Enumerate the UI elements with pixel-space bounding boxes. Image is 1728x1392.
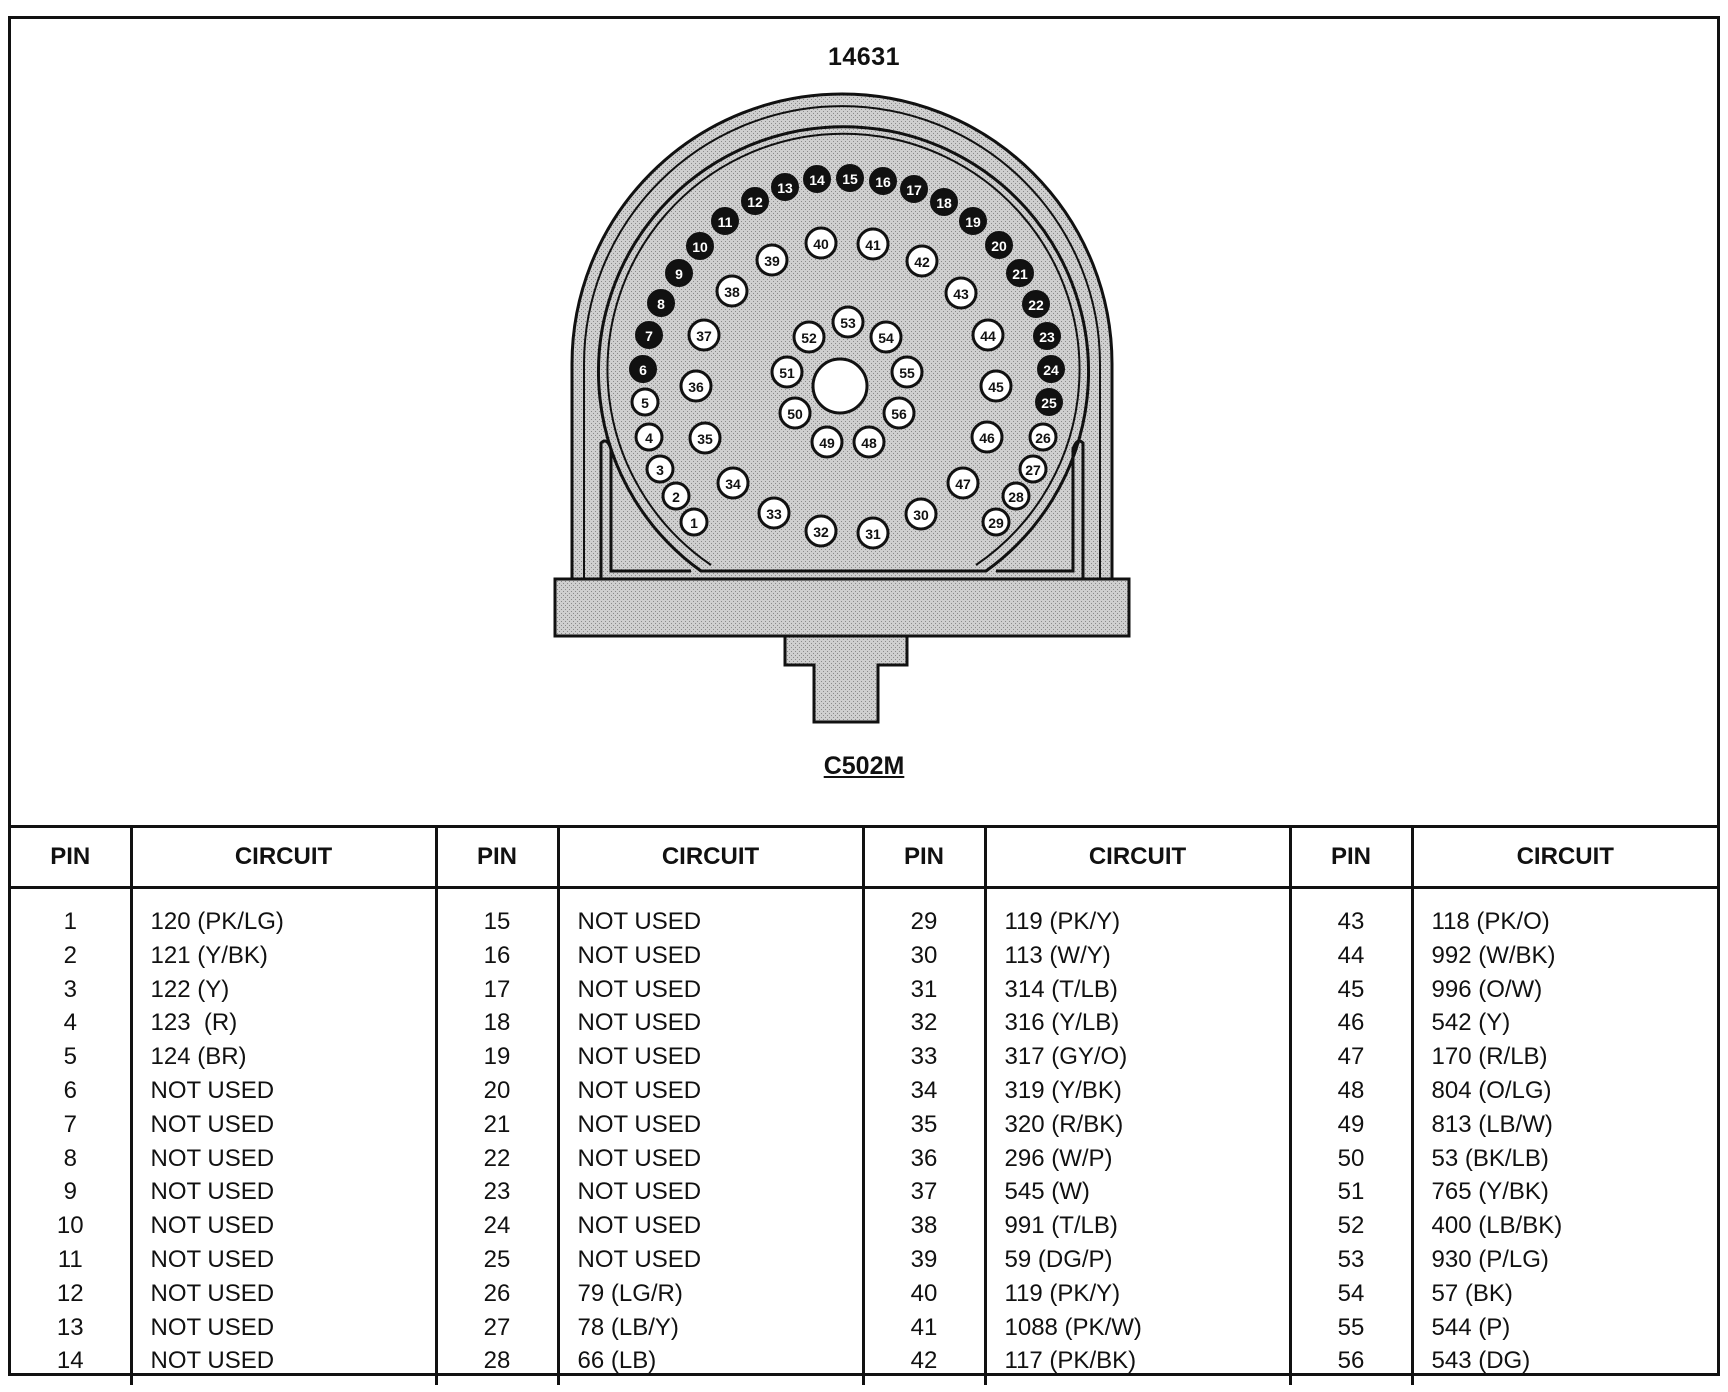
circuit-value: 316 (Y/LB) [1004, 1009, 1120, 1037]
pin-label: 41 [865, 237, 881, 253]
pin-1 [681, 509, 707, 535]
pin-number: 29 [910, 908, 938, 935]
pin-label: 16 [875, 174, 891, 190]
pin-number: 13 [56, 1313, 84, 1341]
circuit-value: NOT USED [150, 1245, 275, 1273]
pin-51 [772, 357, 802, 387]
pin-number: 19 [483, 1043, 511, 1071]
pin-46 [972, 422, 1002, 452]
pin-number: 53 [1337, 1245, 1365, 1273]
circuit-value: NOT USED [577, 1076, 702, 1104]
pin-11 [712, 208, 738, 234]
pin-label: 22 [1028, 297, 1044, 313]
pin-label: 28 [1008, 489, 1024, 505]
pin-7 [636, 322, 662, 348]
circuit-value: NOT USED [150, 1076, 275, 1104]
pin-34 [718, 468, 748, 498]
pin-number: 6 [63, 1076, 77, 1104]
pin-number: 15 [483, 908, 511, 935]
pin-label: 51 [779, 365, 795, 381]
pin-label: 40 [813, 236, 829, 252]
circuit-value: 121 (Y/BK) [150, 941, 268, 969]
pin-23 [1034, 323, 1060, 349]
pin-44 [973, 320, 1003, 350]
pin-column [11, 888, 131, 1386]
pin-label: 11 [717, 214, 733, 230]
pin-number: 28 [483, 1347, 511, 1375]
pin-20 [986, 232, 1012, 258]
circuit-value: NOT USED [577, 1245, 702, 1273]
circuit-value: NOT USED [150, 1178, 275, 1206]
pin-49 [812, 427, 842, 457]
pin-number: 12 [56, 1279, 84, 1307]
pin-number: 41 [910, 1313, 938, 1341]
pin-number: 7 [63, 1110, 77, 1138]
pin-number: 40 [910, 1279, 938, 1307]
circuit-value: 296 (W/P) [1004, 1144, 1113, 1172]
circuit-value: NOT USED [577, 908, 702, 935]
pin-label: 36 [688, 379, 704, 395]
pin-column [863, 888, 985, 1386]
pin-number: 24 [483, 1212, 511, 1240]
pin-3 [647, 456, 673, 482]
pin-label: 39 [764, 253, 780, 269]
circuit-value: 319 (Y/BK) [1004, 1076, 1122, 1104]
pin-label: 46 [979, 430, 995, 446]
pin-label: 45 [988, 379, 1004, 395]
circuit-value: 78 (LB/Y) [577, 1313, 679, 1341]
pin-number: 32 [910, 1009, 938, 1037]
pin-26 [1030, 424, 1056, 450]
circuit-header: CIRCUIT [985, 827, 1290, 888]
pin-number: 38 [910, 1212, 938, 1240]
circuit-value: 813 (LB/W) [1431, 1110, 1553, 1138]
pin-number: 21 [483, 1110, 511, 1138]
circuit-value: NOT USED [577, 1212, 702, 1240]
pin-number: 46 [1337, 1009, 1365, 1037]
pin-label: 21 [1012, 266, 1028, 282]
pin-number: 51 [1337, 1178, 1365, 1206]
pin-label: 34 [725, 476, 741, 492]
circuit-value: 544 (P) [1431, 1313, 1511, 1341]
pin-label: 1 [690, 515, 698, 531]
pin-12 [742, 188, 768, 214]
pin-number: 16 [483, 941, 511, 969]
pin-18 [931, 189, 957, 215]
pin-43 [946, 278, 976, 308]
pin-31 [858, 518, 888, 548]
circuit-value: 314 (T/LB) [1004, 975, 1118, 1003]
pin-42 [907, 246, 937, 276]
circuit-value: 53 (BK/LB) [1431, 1144, 1549, 1172]
pin-14 [804, 166, 830, 192]
pin-48 [854, 427, 884, 457]
pin-number: 18 [483, 1009, 511, 1037]
pin-number: 37 [910, 1178, 938, 1206]
pin-number: 48 [1337, 1076, 1365, 1104]
pin-38 [717, 276, 747, 306]
pin-5 [632, 389, 658, 415]
circuit-value: 400 (LB/BK) [1431, 1212, 1563, 1240]
circuit-value: 122 (Y) [150, 975, 230, 1003]
pin-45 [981, 371, 1011, 401]
pin-label: 37 [696, 328, 712, 344]
connector-face-drawing [11, 19, 1717, 825]
pin-33 [759, 498, 789, 528]
pin-number: 1 [63, 908, 77, 935]
circuit-value: 79 (LG/R) [577, 1279, 683, 1307]
pin-15 [837, 165, 863, 191]
pin-label: 13 [777, 180, 793, 196]
circuit-value: 320 (R/BK) [1004, 1110, 1124, 1138]
pin-label: 26 [1035, 430, 1051, 446]
pin-10 [687, 233, 713, 259]
pin-number: 34 [910, 1076, 938, 1104]
pin-8 [648, 290, 674, 316]
pin-40 [806, 228, 836, 258]
pin-number: 4 [63, 1009, 77, 1037]
connector-label: C502M [823, 752, 905, 780]
connector-diagram [11, 19, 1717, 825]
pin-number: 14 [56, 1347, 84, 1375]
circuit-value: 124 (BR) [150, 1043, 247, 1071]
pin-4 [636, 424, 662, 450]
pin-number: 30 [910, 941, 938, 969]
pin-37 [689, 320, 719, 350]
pin-column [436, 888, 558, 1386]
part-number: 14631 [827, 43, 901, 71]
circuit-column [985, 888, 1290, 1386]
pin-label: 52 [801, 330, 817, 346]
pin-number: 47 [1337, 1043, 1365, 1071]
pin-label: 7 [645, 328, 653, 344]
pin-2 [663, 483, 689, 509]
circuit-value: 545 (W) [1004, 1178, 1090, 1206]
pin-label: 5 [641, 395, 649, 411]
base-plate [555, 579, 1129, 636]
pin-number: 23 [483, 1178, 511, 1206]
pin-number: 22 [483, 1144, 511, 1172]
pin-label: 44 [980, 328, 996, 344]
pin-number: 52 [1337, 1212, 1365, 1240]
center-post [813, 359, 867, 413]
circuit-value: 1088 (PK/W) [1004, 1313, 1142, 1341]
pin-55 [892, 357, 922, 387]
circuit-value: NOT USED [577, 1009, 702, 1037]
pin-label: 55 [899, 365, 915, 381]
pin-label: 42 [914, 254, 930, 270]
pin-number: 56 [1337, 1347, 1365, 1375]
mounting-stem [785, 636, 907, 722]
pin-label: 6 [639, 362, 647, 378]
pin-number: 8 [63, 1144, 77, 1172]
pin-label: 27 [1025, 462, 1041, 478]
pin-label: 3 [656, 462, 664, 478]
pin-label: 50 [787, 406, 803, 422]
circuit-header: CIRCUIT [131, 827, 436, 888]
table-body-row [11, 888, 1717, 1386]
circuit-value: NOT USED [577, 1043, 702, 1071]
pin-number: 45 [1337, 975, 1365, 1003]
pin-28 [1003, 483, 1029, 509]
pin-19 [960, 208, 986, 234]
pin-label: 17 [906, 182, 922, 198]
circuit-value: NOT USED [577, 975, 702, 1003]
pin-number: 17 [483, 975, 511, 1003]
pin-label: 8 [657, 296, 665, 312]
pin-6 [630, 356, 656, 382]
pin-header: PIN [863, 827, 985, 888]
pin-number: 33 [910, 1043, 938, 1071]
pin-label: 38 [724, 284, 740, 300]
pin-17 [901, 176, 927, 202]
pin-54 [871, 322, 901, 352]
pin-number: 39 [910, 1245, 938, 1273]
pin-header: PIN [1290, 827, 1412, 888]
pin-13 [772, 174, 798, 200]
pin-label: 23 [1039, 329, 1055, 345]
circuit-value: NOT USED [577, 1110, 702, 1138]
pin-label: 2 [672, 489, 680, 505]
pin-29 [983, 509, 1009, 535]
pin-label: 19 [965, 214, 981, 230]
pin-number: 25 [483, 1245, 511, 1273]
circuit-value: NOT USED [577, 1144, 702, 1172]
circuit-value: 991 (T/LB) [1004, 1212, 1118, 1240]
circuit-header: CIRCUIT [1412, 827, 1717, 888]
circuit-value: NOT USED [150, 1212, 275, 1240]
pin-label: 49 [819, 435, 835, 451]
pin-25 [1036, 389, 1062, 415]
pin-52 [794, 322, 824, 352]
pin-label: 10 [692, 239, 708, 255]
pin-36 [681, 371, 711, 401]
pin-16 [870, 168, 896, 194]
circuit-value: 765 (Y/BK) [1431, 1178, 1549, 1206]
pin-label: 15 [842, 171, 858, 187]
pin-56 [884, 398, 914, 428]
pin-label: 25 [1041, 395, 1057, 411]
pin-label: 31 [865, 526, 881, 542]
pin-label: 32 [813, 524, 829, 540]
pin-number: 50 [1337, 1144, 1365, 1172]
pin-label: 56 [891, 406, 907, 422]
circuit-value: 996 (O/W) [1431, 975, 1543, 1003]
pin-22 [1023, 291, 1049, 317]
pin-number: 3 [63, 975, 77, 1003]
pin-35 [690, 423, 720, 453]
pin-label: 43 [953, 286, 969, 302]
circuit-value: 66 (LB) [577, 1347, 657, 1375]
pin-32 [806, 516, 836, 546]
circuit-value: 123 (R) [150, 1009, 238, 1037]
circuit-value: 117 (PK/BK) [1004, 1347, 1137, 1375]
pin-label: 35 [697, 431, 713, 447]
pin-30 [906, 499, 936, 529]
pin-label: 24 [1043, 362, 1059, 378]
pin-label: 54 [878, 330, 894, 346]
circuit-value: 57 (BK) [1431, 1279, 1513, 1307]
circuit-value: NOT USED [150, 1110, 275, 1138]
circuit-column [1412, 888, 1717, 1386]
pin-number: 9 [63, 1178, 77, 1206]
pin-label: 20 [991, 238, 1007, 254]
pin-number: 11 [57, 1245, 83, 1273]
diagram-frame [8, 16, 1720, 1376]
pin-column [1290, 888, 1412, 1386]
pin-41 [858, 229, 888, 259]
pin-number: 20 [483, 1076, 511, 1104]
pin-number: 44 [1337, 941, 1365, 969]
pin-number: 2 [63, 941, 77, 969]
pin-label: 48 [861, 435, 877, 451]
circuit-value: NOT USED [150, 1347, 275, 1375]
pin-39 [757, 245, 787, 275]
circuit-value: 119 (PK/Y) [1004, 1279, 1121, 1307]
circuit-value: 59 (DG/P) [1004, 1245, 1113, 1273]
pin-label: 9 [675, 266, 683, 282]
pin-label: 30 [913, 507, 929, 523]
circuit-value: NOT USED [150, 1313, 275, 1341]
pin-number: 31 [910, 975, 938, 1003]
pin-number: 43 [1337, 908, 1365, 935]
pin-number: 42 [910, 1347, 938, 1375]
pin-label: 47 [955, 476, 971, 492]
circuit-value: NOT USED [577, 1178, 702, 1206]
pin-21 [1007, 260, 1033, 286]
pin-label: 14 [809, 172, 825, 188]
pin-label: 4 [645, 430, 653, 446]
pin-27 [1020, 456, 1046, 482]
circuit-value: NOT USED [150, 1144, 275, 1172]
pinout-table [11, 825, 1717, 1385]
pin-number: 36 [910, 1144, 938, 1172]
circuit-column [131, 888, 436, 1386]
circuit-value: 930 (P/LG) [1431, 1245, 1549, 1273]
circuit-header: CIRCUIT [558, 827, 863, 888]
pin-number: 26 [483, 1279, 511, 1307]
circuit-value: NOT USED [577, 941, 702, 969]
circuit-value: 542 (Y) [1431, 1009, 1511, 1037]
circuit-value: 992 (W/BK) [1431, 941, 1556, 969]
table-header-row [11, 827, 1717, 888]
pin-24 [1038, 356, 1064, 382]
pin-label: 53 [840, 315, 856, 331]
circuit-value: 543 (DG) [1431, 1347, 1531, 1375]
pin-number: 54 [1337, 1279, 1365, 1307]
circuit-value: NOT USED [150, 1279, 275, 1307]
pin-number: 5 [63, 1043, 77, 1071]
circuit-value: 317 (GY/O) [1004, 1043, 1128, 1071]
circuit-value: 118 (PK/O) [1431, 908, 1550, 935]
pin-9 [666, 260, 692, 286]
circuit-value: 120 (PK/LG) [150, 908, 284, 935]
pin-50 [780, 398, 810, 428]
circuit-value: 119 (PK/Y) [1004, 908, 1121, 935]
pin-53 [833, 307, 863, 337]
pin-label: 33 [766, 506, 782, 522]
pin-header: PIN [11, 827, 131, 888]
pin-number: 10 [56, 1212, 84, 1240]
pin-label: 18 [936, 195, 952, 211]
pin-label: 29 [988, 515, 1004, 531]
pin-number: 35 [910, 1110, 938, 1138]
pin-number: 55 [1337, 1313, 1365, 1341]
pin-header: PIN [436, 827, 558, 888]
circuit-column [558, 888, 863, 1386]
circuit-value: 804 (O/LG) [1431, 1076, 1552, 1104]
pin-number: 49 [1337, 1110, 1365, 1138]
circuit-value: 113 (W/Y) [1004, 941, 1111, 969]
pin-number: 27 [483, 1313, 511, 1341]
circuit-value: 170 (R/LB) [1431, 1043, 1548, 1071]
pin-label: 12 [747, 194, 763, 210]
pin-47 [948, 468, 978, 498]
